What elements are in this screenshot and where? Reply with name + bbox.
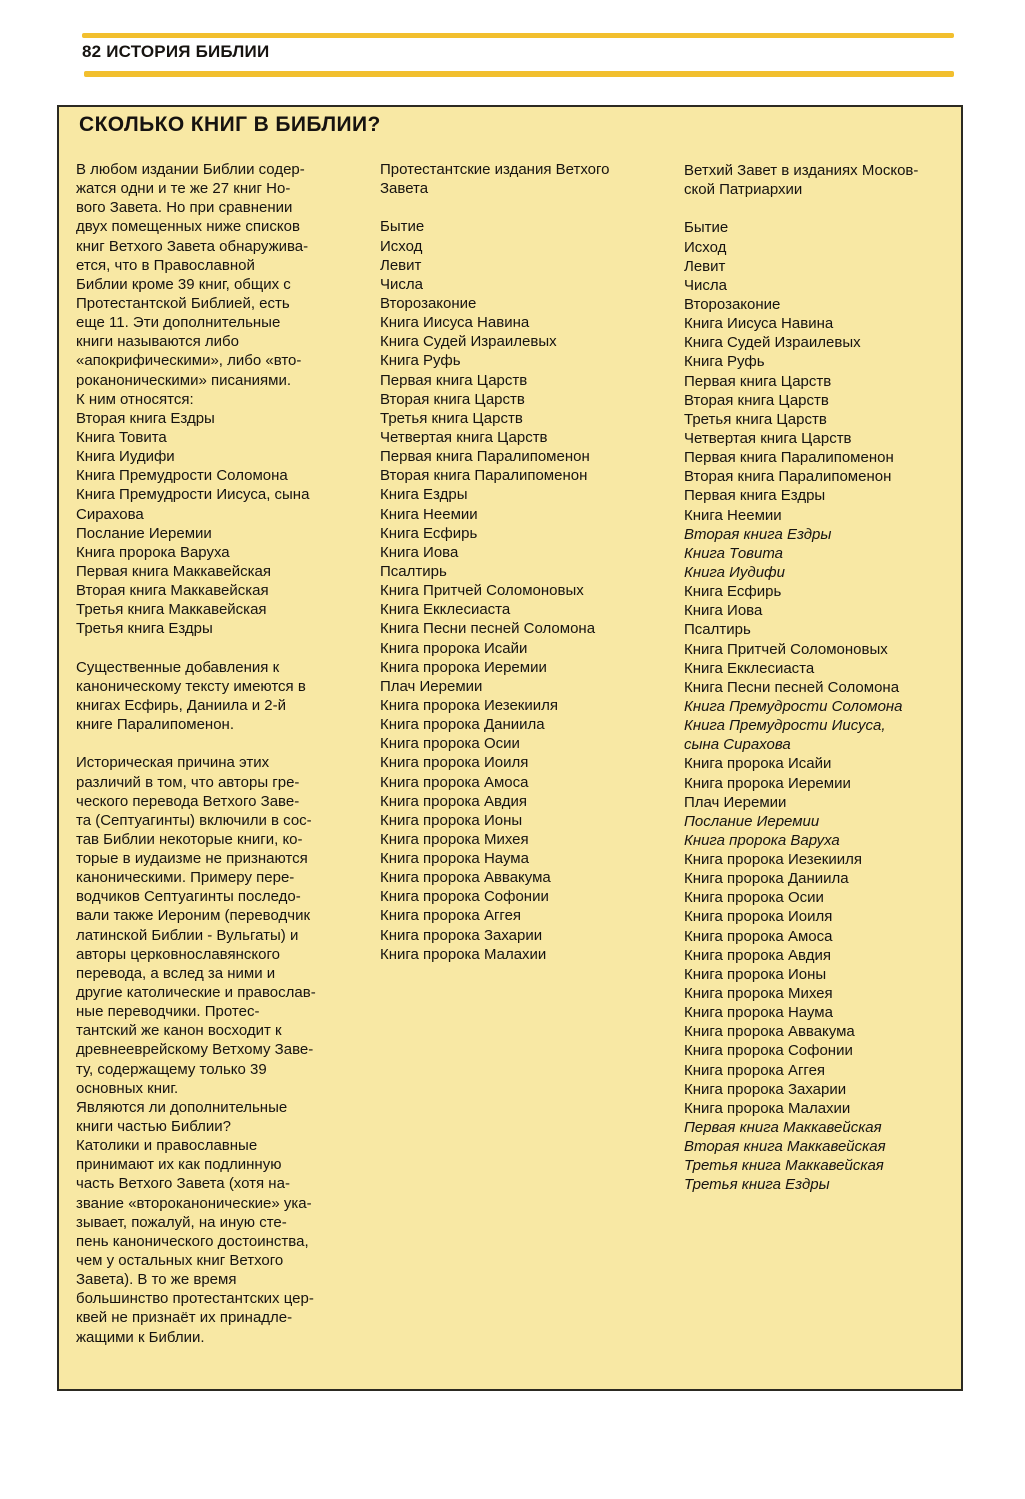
book-item: Книга пророка Михея xyxy=(380,830,529,848)
apocrypha-item: Книга Премудрости Иисуса, сына xyxy=(76,486,310,504)
book-item: Псалтирь xyxy=(380,562,447,580)
book-item: Книга пророка Осии xyxy=(380,735,520,753)
text-line: двух помещенных ниже списков xyxy=(76,218,300,236)
book-item: Третья книга Маккавейская xyxy=(684,1157,884,1175)
book-item: Книга пророка Малахии xyxy=(380,945,547,963)
text-line: торые в иудаизме не признаются xyxy=(76,850,308,868)
text-line: книгах Есфирь, Даниила и 2-й xyxy=(76,696,286,714)
orthodox-book-list xyxy=(684,218,918,1194)
apocrypha-item: Послание Иеремии xyxy=(76,524,212,542)
book-item: Книга Притчей Соломоновых xyxy=(684,640,888,658)
book-item: Книга пророка Софонии xyxy=(684,1042,853,1060)
book-item: Второзаконие xyxy=(684,295,781,313)
book-item: Первая книга Царств xyxy=(380,371,528,389)
book-item: Книга пророка Осии xyxy=(684,889,824,907)
book-item: Второзаконие xyxy=(380,294,477,312)
apocrypha-item: Третья книга Маккавейская xyxy=(76,601,267,619)
panel-title: СКОЛЬКО КНИГ В БИБЛИИ? xyxy=(79,113,381,136)
book-item: Вторая книга Паралипоменон xyxy=(684,468,892,486)
spacer xyxy=(76,734,316,753)
text-line: вали также Иероним (переводчик xyxy=(76,907,311,925)
book-item: Исход xyxy=(380,237,423,255)
text-line: Католики и православные xyxy=(76,1137,258,1155)
spacer xyxy=(76,639,316,658)
book-item: Послание Иеремии xyxy=(684,812,820,830)
book-item: Книга Товита xyxy=(684,544,784,562)
book-item: Бытие xyxy=(380,218,425,236)
book-item: Книга пророка Иеремии xyxy=(380,658,547,676)
book-item: Вторая книга Царств xyxy=(684,391,829,409)
spacer xyxy=(380,198,610,217)
book-item: Книга пророка Авдия xyxy=(684,946,832,964)
book-item: Книга пророка Иеремии xyxy=(684,774,851,792)
apocrypha-item: Вторая книга Маккавейская xyxy=(76,582,269,600)
text-line: ческого перевода Ветхого Заве- xyxy=(76,792,300,810)
text-line: роканоническими» писаниями. xyxy=(76,371,291,389)
orthodox-heading xyxy=(684,161,918,199)
book-item: Книга пророка Иоиля xyxy=(380,754,529,772)
text-line: ные переводчики. Протес- xyxy=(76,1003,260,1021)
text-line: различий в том, что авторы гре- xyxy=(76,773,300,791)
book-item: Книга пророка Наума xyxy=(684,1004,833,1022)
apocrypha-item: Третья книга Ездры xyxy=(76,620,213,638)
text-line: В любом издании Библии содер- xyxy=(76,161,305,178)
text-line: квей не признаёт их принадле- xyxy=(76,1309,293,1327)
book-item: Четвертая книга Царств xyxy=(380,428,548,446)
text-line: книге Паралипоменон. xyxy=(76,716,235,734)
apocrypha-item: Сирахова xyxy=(76,505,144,523)
page-header-title: 82 ИСТОРИЯ БИБЛИИ xyxy=(82,42,270,61)
additions-paragraph xyxy=(76,658,316,735)
book-item: Книга пророка Наума xyxy=(380,850,529,868)
text-line: авторы церковнославянского xyxy=(76,945,280,963)
book-item: Первая книга Паралипоменон xyxy=(684,449,894,467)
book-item: Книга Неемии xyxy=(684,506,782,524)
text-line: вого Завета. Но при сравнении xyxy=(76,199,293,217)
book-item: Третья книга Царств xyxy=(684,410,827,428)
book-item: Вторая книга Ездры xyxy=(684,525,832,543)
heading-line: Протестантские издания Ветхого xyxy=(380,161,610,178)
book-item: Книга пророка Аггея xyxy=(380,907,522,925)
intro-column xyxy=(76,160,316,1347)
book-item: Книга Иова xyxy=(380,543,459,561)
spacer xyxy=(684,199,918,218)
book-item: Книга пророка Амоса xyxy=(684,927,833,945)
book-item: Книга пророка Амоса xyxy=(380,773,529,791)
text-line: звание «второканонические» ука- xyxy=(76,1194,312,1212)
book-item: Четвертая книга Царств xyxy=(684,429,852,447)
text-line: пень канонического достоинства, xyxy=(76,1232,309,1250)
apocrypha-item: Книга пророка Варуха xyxy=(76,543,230,561)
text-line: зывает, пожалуй, на иную сте- xyxy=(76,1213,287,1231)
text-line: жащими к Библии. xyxy=(76,1328,205,1346)
book-item: Первая книга Ездры xyxy=(684,487,826,505)
text-line: книги называются либо xyxy=(76,333,239,351)
text-line: книг Ветхого Завета обнаружива- xyxy=(76,237,309,255)
text-line: книги частью Библии? xyxy=(76,1118,231,1136)
book-item: Книга пророка Захарии xyxy=(380,926,543,944)
apocrypha-item: Вторая книга Ездры xyxy=(76,409,215,427)
book-item: Книга пророка Аввакума xyxy=(684,1023,855,1041)
heading-line: Ветхий Завет в изданиях Москов- xyxy=(684,162,919,179)
book-item: Книга Есфирь xyxy=(684,583,782,601)
text-line: Существенные добавления к xyxy=(76,658,280,676)
book-item: Книга пророка Авдия xyxy=(380,792,528,810)
book-item: Книга Ездры xyxy=(380,486,468,504)
text-line: жатся одни и те же 27 книг Но- xyxy=(76,180,291,198)
book-item: Книга пророка Захарии xyxy=(684,1080,847,1098)
orthodox-column xyxy=(684,161,918,1195)
book-item: Бытие xyxy=(684,219,729,237)
book-item: Книга пророка Аввакума xyxy=(380,869,551,887)
book-item: Вторая книга Маккавейская xyxy=(684,1138,886,1156)
book-item: Книга пророка Иезекииля xyxy=(380,696,558,714)
text-line: та (Септуагинты) включили в сос- xyxy=(76,811,312,829)
book-item: Книга пророка Исайи xyxy=(380,639,528,657)
text-line: латинской Библии - Вульгаты) и xyxy=(76,926,299,944)
book-item: Книга пророка Ионы xyxy=(684,965,827,983)
book-item: Книга Судей Израилевых xyxy=(380,333,557,351)
text-line: тав Библии некоторые книги, ко- xyxy=(76,830,303,848)
book-item: Исход xyxy=(684,238,727,256)
protestant-book-list xyxy=(380,217,610,963)
history-paragraph xyxy=(76,753,316,1346)
book-item: Книга Руфь xyxy=(684,353,765,371)
book-item: Книга Песни песней Соломона xyxy=(684,678,900,696)
text-line: Библии кроме 39 книг, общих с xyxy=(76,275,291,293)
text-line: каноническому тексту имеются в xyxy=(76,677,306,695)
book-item: Книга Судей Израилевых xyxy=(684,334,861,352)
text-line: тантский же канон восходит к xyxy=(76,1022,282,1040)
book-item: Книга пророка Ионы xyxy=(380,811,523,829)
book-item: Книга Иисуса Навина xyxy=(684,315,834,333)
text-line: еще 11. Эти дополнительные xyxy=(76,314,281,332)
text-line: большинство протестантских цер- xyxy=(76,1290,314,1308)
heading-line: Завета xyxy=(380,180,429,198)
protestant-heading xyxy=(380,160,610,198)
text-line: древнееврейскому Ветхому Заве- xyxy=(76,1041,314,1059)
text-line: ется, что в Православной xyxy=(76,256,255,274)
book-item: Книга пророка Малахии xyxy=(684,1099,851,1117)
apocrypha-list xyxy=(76,409,316,639)
book-item: Плач Иеремии xyxy=(380,677,483,695)
book-item: Левит xyxy=(380,256,422,274)
text-line: часть Ветхого Завета (хотя на- xyxy=(76,1175,290,1193)
text-line: каноническими. Примеру пере- xyxy=(76,869,295,887)
book-item: Книга пророка Даниила xyxy=(380,716,545,734)
book-item: Книга пророка Иоиля xyxy=(684,908,833,926)
text-line: другие католические и православ- xyxy=(76,984,316,1002)
book-item: Первая книга Маккавейская xyxy=(684,1119,882,1137)
apocrypha-item: Книга Премудрости Соломона xyxy=(76,467,288,485)
book-item: Книга Песни песней Соломона xyxy=(380,620,596,638)
book-item: Плач Иеремии xyxy=(684,793,787,811)
book-item: Числа xyxy=(380,275,423,293)
book-item: Книга пророка Михея xyxy=(684,985,833,1003)
book-item: Книга Екклесиаста xyxy=(684,659,815,677)
text-line: Протестантской Библией, есть xyxy=(76,294,290,312)
apocrypha-item: Первая книга Маккавейская xyxy=(76,562,271,580)
book-item: Вторая книга Царств xyxy=(380,390,525,408)
apocrypha-item: Книга Товита xyxy=(76,428,167,446)
book-item: Книга Премудрости Соломона xyxy=(684,697,903,715)
book-item: Книга Иудифи xyxy=(684,563,785,581)
book-item: Книга Екклесиаста xyxy=(380,601,511,619)
text-line: принимают их как подлинную xyxy=(76,1156,282,1174)
book-item: Третья книга Царств xyxy=(380,409,523,427)
book-item: Левит xyxy=(684,257,726,275)
book-item: Третья книга Ездры xyxy=(684,1176,830,1194)
book-item: Книга пророка Варуха xyxy=(684,831,840,849)
text-line: «апокрифическими», либо «вто- xyxy=(76,352,302,370)
book-item: Числа xyxy=(684,276,727,294)
book-item: Книга Руфь xyxy=(380,352,461,370)
book-item: Книга Неемии xyxy=(380,505,478,523)
heading-line: ской Патриархии xyxy=(684,181,803,199)
book-item: Книга пророка Иезекииля xyxy=(684,851,862,869)
book-item: Книга пророка Аггея xyxy=(684,1061,826,1079)
book-item: сына Сирахова xyxy=(684,736,791,754)
book-item: Книга Есфирь xyxy=(380,524,478,542)
book-item: Псалтирь xyxy=(684,621,751,639)
book-item: Книга пророка Исайи xyxy=(684,755,832,773)
text-line: чем у остальных книг Ветхого xyxy=(76,1252,284,1270)
book-item: Книга Притчей Соломоновых xyxy=(380,582,584,600)
header-bottom-rule xyxy=(84,71,954,77)
text-line: ту, содержащему только 39 xyxy=(76,1060,267,1078)
apocrypha-item: Книга Иудифи xyxy=(76,448,175,466)
text-line: К ним относятся: xyxy=(76,390,194,408)
text-line: Историческая причина этих xyxy=(76,754,270,772)
book-item: Книга Иова xyxy=(684,602,763,620)
book-item: Первая книга Паралипоменон xyxy=(380,448,590,466)
text-line: основных книг. xyxy=(76,1079,179,1097)
text-line: водчиков Септуагинты последо- xyxy=(76,888,301,906)
intro-paragraph xyxy=(76,160,316,409)
book-item: Первая книга Царств xyxy=(684,372,832,390)
protestant-column xyxy=(380,160,610,964)
header-top-rule xyxy=(82,33,954,38)
book-item: Книга пророка Софонии xyxy=(380,888,549,906)
book-item: Книга пророка Даниила xyxy=(684,870,849,888)
text-line: перевода, а вслед за ними и xyxy=(76,964,276,982)
book-item: Вторая книга Паралипоменон xyxy=(380,467,588,485)
text-line: Завета). В то же время xyxy=(76,1271,237,1289)
text-line: Являются ли дополнительные xyxy=(76,1098,288,1116)
book-item: Книга Иисуса Навина xyxy=(380,314,530,332)
book-item: Книга Премудрости Иисуса, xyxy=(684,717,886,735)
